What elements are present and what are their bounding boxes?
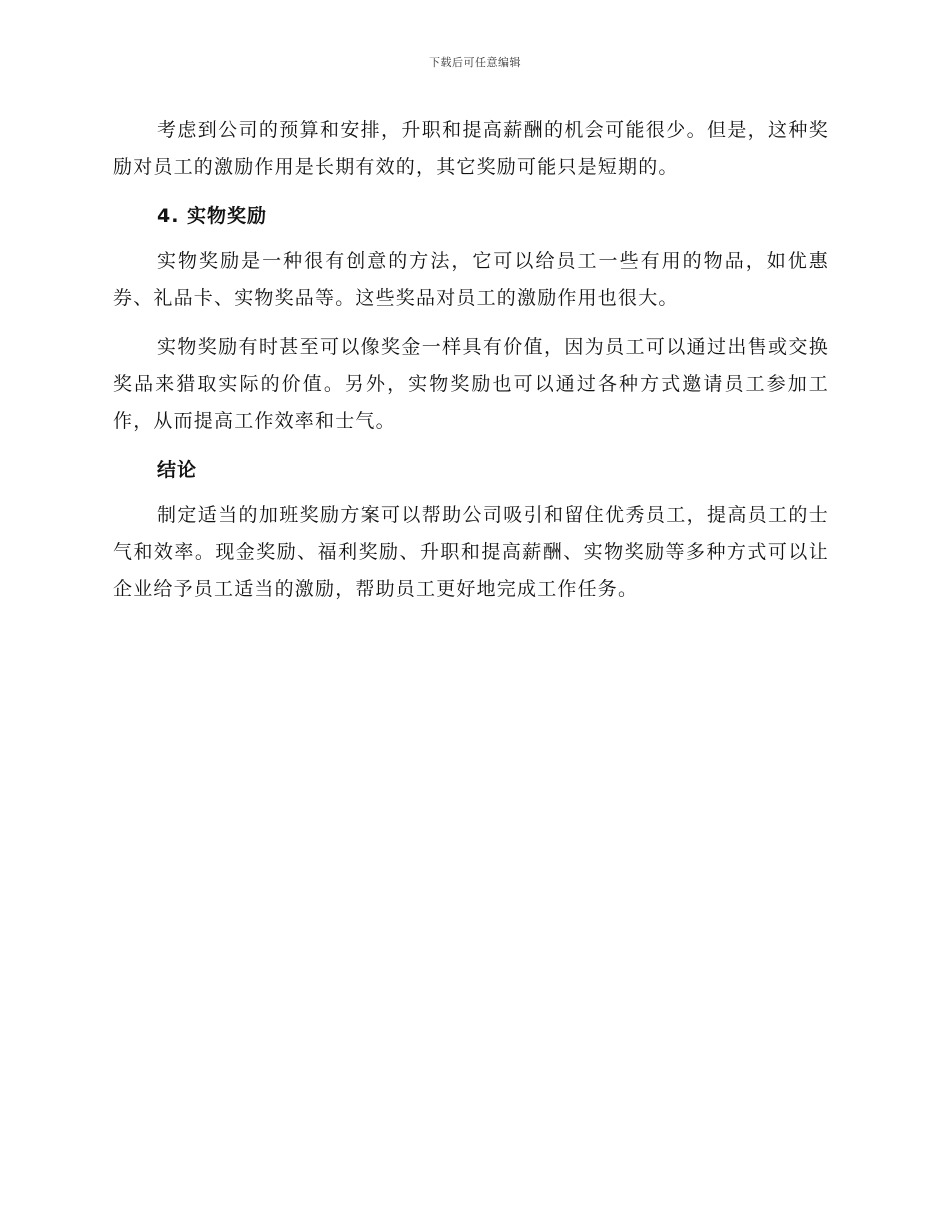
document-body xyxy=(113,112,829,620)
section-heading-physical-rewards: 4. 实物奖励 xyxy=(157,205,268,227)
page-header: 下载后可任意编辑 xyxy=(429,56,521,69)
paragraph-physical-rewards-value: 实物奖励有时甚至可以像奖金一样具有价值，因为员工可以通过出售或交换奖品来猎取实际的价值。另外，实物奖励也可以通过各种方式邀请员工参加工作，从而提高工作效率和士气。 xyxy=(113,336,829,432)
paragraph-conclusion: 制定适当的加班奖励方案可以帮助公司吸引和留住优秀员工，提高员工的士气和效率。现金奖励、福利奖励、升职和提高薪酬、实物奖励等多种方式可以让企业给予员工适当的激励，帮助员工更好地完成工作任务。 xyxy=(113,504,829,600)
section-heading-conclusion: 结论 xyxy=(157,459,198,481)
paragraph-promotion-summary: 考虑到公司的预算和安排，升职和提高薪酬的机会可能很少。但是，这种奖励对员工的激励作用是长期有效的，其它奖励可能只是短期的。 xyxy=(113,119,829,178)
paragraph-physical-rewards-intro: 实物奖励是一种很有创意的方法，它可以给员工一些有用的物品，如优惠券、礼品卡、实物奖品等。这些奖品对员工的激励作用也很大。 xyxy=(113,250,829,309)
